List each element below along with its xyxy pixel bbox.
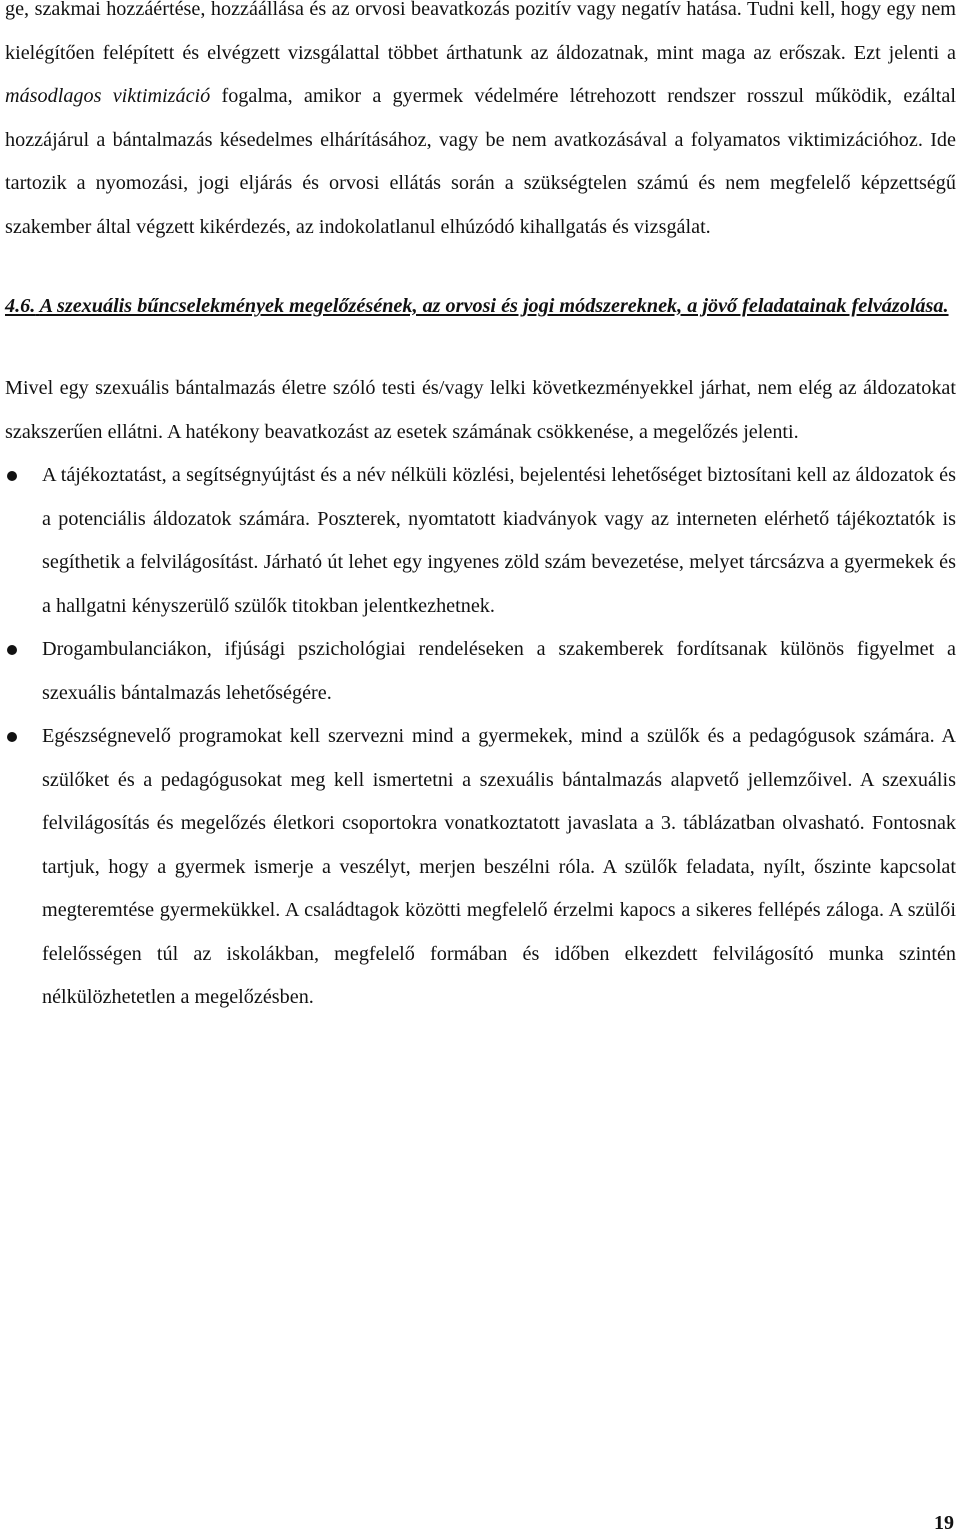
section-title: A szexuális bűncselekmények megelőzésének, az orvosi és jogi módszereknek, a jövő feladatainak felvázolása. [39, 295, 949, 317]
document-page [5, 0, 956, 1020]
list-item [5, 454, 956, 628]
section-number: 4.6. [5, 295, 36, 317]
emphasized-term: másodlagos viktimizáció [5, 85, 211, 107]
paragraph-text: ge, szakmai hozzáértése, hozzáállása és az orvosi beavatkozás pozitív vagy negatív hatása. Tudni kell, hogy egy nem kielégítően felépített és elvégzett vizsgálattal többet árthatunk az áldozatnak, mint maga az erőszak. Ezt jelenti a [5, 0, 956, 64]
list-item-text: Drogambulanciákon, ifjúsági pszichológiai rendeléseken a szakemberek fordítsanak különös figyelmet a szexuális bántalmazás lehetőségére. [42, 638, 956, 704]
intro-paragraph: Mivel egy szexuális bántalmazás életre szóló testi és/vagy lelki következményekkel járhat, nem elég az áldozatokat szakszerűen ellátni. A hatékony beavatkozást az esetek számának csökkenése, a megelőzés jelenti. [5, 377, 956, 443]
body-paragraph [5, 0, 956, 249]
section-heading [5, 288, 956, 325]
bullet-icon [7, 732, 17, 742]
bullet-icon [7, 645, 17, 655]
page-number: 19 [934, 1512, 954, 1534]
bullet-icon [7, 471, 17, 481]
list-item [5, 628, 956, 715]
list-item-text: A tájékoztatást, a segítségnyújtást és a név nélküli közlési, bejelentési lehetőséget biztosítani kell az áldozatok és a potenciális áldozatok számára. Poszterek, nyomtatott kiadványok vagy az interneten elérhető tájékoztatók is segíthetik a felvilágosítást. Járható út lehet egy ingyenes zöld szám bevezetése, melyet tárcsázva a gyermekek és a hallgatni kényszerülő szülők titokban jelentkezhetnek. [42, 464, 956, 617]
list-item [5, 715, 956, 1020]
list-item-text: Egészségnevelő programokat kell szervezni mind a gyermekek, mind a szülők és a pedagógusok számára. A szülőket és a pedagógusokat meg kell ismertetni a szexuális bántalmazás alapvető jellemzőivel. A szexuális felvilágosítás és megelőzés életkori csoportokra vonatkoztatott javaslata a 3. táblázatban olvasható. Fontosnak tartjuk, hogy a gyermek ismerje a veszélyt, merjen beszélni róla. A szülők feladata, nyílt, őszinte kapcsolat megteremtése gyermekükkel. A családtagok közötti megfelelő érzelmi kapocs a sikeres fellépés záloga. A szülői felelősségen túl az iskolákban, megfelelő formában és időben elkezdett felvilágosító munka szintén nélkülözhetetlen a megelőzésben. [42, 725, 956, 1008]
paragraph-text: fogalma, amikor a gyermek védelmére létrehozott rendszer rosszul működik, ezáltal hozzájárul a bántalmazás késedelmes elhárításához, vagy be nem avatkozásával a folyamatos viktimizációhoz. Ide tartozik a nyomozási, jogi eljárás és orvosi ellátás során a szükségtelen számú és nem megfelelő képzettségű szakember által végzett kikérdezés, az indokolatlanul elhúzódó kihallgatás és vizsgálat. [5, 85, 956, 238]
bullet-list [5, 454, 956, 1020]
